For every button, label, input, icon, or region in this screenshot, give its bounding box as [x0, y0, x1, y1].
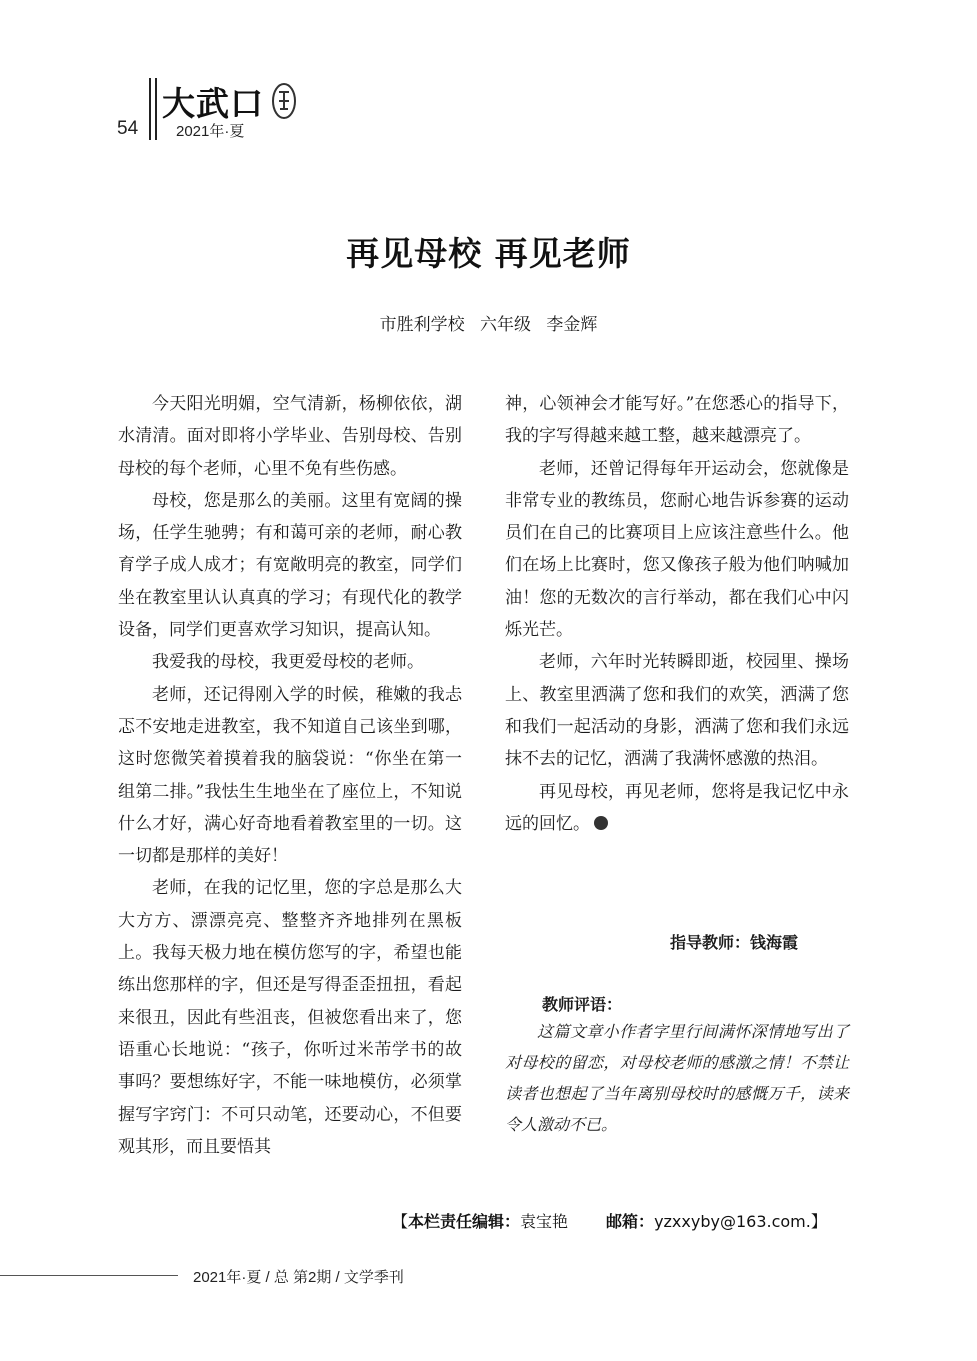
seal-icon [271, 82, 297, 120]
page-number: 54 [117, 118, 139, 139]
open-bracket: 【 [392, 1212, 409, 1231]
paragraph: 母校，您是那么的美丽。这里有宽阔的操场，任学生驰骋；有和蔼可亲的老师，耐心教育学子成人成才；有宽敞明亮的教室，同学们坐在教室里认认真真的学习；有现代化的教学设备，同学们更喜欢学习知识，提高认知。 [118, 490, 462, 641]
paragraph: 老师，在我的记忆里，您的字总是那么大大方方、漂漂亮亮、整整齐齐地排列在黑板上。我每天极力地在模仿您写的字，希望也能练出您那样的字，但还是写得歪歪扭扭，看起来很丑，因此有些沮丧，但被您看出来了，您语重心长地说：“孩子，你听过米芾学书的故事吗？要想练好字，不能一味地模仿，必须掌握写字窍门：不可只动笔，还要动心，不但要观其形，而且要悟其 [118, 878, 462, 1157]
editor-label: 本栏责任编辑： [408, 1212, 521, 1231]
paragraph: 今天阳光明媚，空气清新，杨柳依依，湖水清清。面对即将小学毕业、告别母校、告别母校的每个老师，心里不免有些伤感。 [118, 394, 462, 479]
paragraph: 老师，还曾记得每年开运动会，您就像是非常专业的教练员，您耐心地告诉参赛的运动员们在自己的比赛项目上应该注意些什么。他们在场上比赛时，您又像孩子般为他们呐喊加油！您的无数次的言行举动，都在我们心中闪烁光芒。 [505, 458, 849, 641]
header-divider [149, 78, 159, 140]
editor-note [392, 1209, 827, 1232]
left-column [118, 388, 462, 1163]
footer-text: 2021年·夏 / 总 第2期 / 文学季刊 [193, 1269, 404, 1286]
email-address: yzxxyby@163.com. [654, 1212, 811, 1231]
paragraph-text: 再见母校，再见老师，您将是我记忆中永远的回忆。 [505, 781, 849, 834]
paragraph-continued: 神，心领神会才能写好。”在您悉心的指导下，我的字写得越来越工整，越来越漂亮了。 [505, 394, 849, 447]
comment-heading: 教师评语： [542, 995, 623, 1014]
editor-name: 袁宝艳 [520, 1212, 569, 1231]
masthead-title: 大武口 [162, 84, 264, 123]
paragraph: 老师，还记得刚入学的时候，稚嫩的我忐忑不安地走进教室，我不知道自己该坐到哪，这时您微笑着摸着我的脑袋说：“你坐在第一组第二排。”我怯生生地坐在了座位上，不知说什么才好，满心好奇地看着教室里的一切。这一切都是那样的美好！ [118, 684, 462, 867]
article-title: 再见母校 再见老师 [346, 234, 631, 273]
paragraph: 老师，六年时光转瞬即逝，校园里、操场上、教室里洒满了您和我们的欢笑，洒满了您和我们一起活动的身影，洒满了您和我们永远抹不去的记忆，洒满了我满怀感激的热泪。 [505, 652, 849, 770]
end-mark-icon [594, 816, 608, 830]
paragraph: 我爱我的母校，我更爱母校的老师。 [152, 652, 424, 673]
article-byline: 市胜利学校 六年级 李金辉 [379, 315, 598, 335]
paragraph-final [505, 776, 849, 841]
issue-date: 2021年·夏 [176, 123, 245, 140]
teacher-comment: 这篇文章小作者字里行间满怀深情地写出了对母校的留恋，对母校老师的感激之情！不禁让读者也想起了当年离别母校时的感慨万千，读来令人激动不已。 [505, 1022, 849, 1134]
email-label: 邮箱： [606, 1212, 655, 1231]
footer-rule [0, 1275, 178, 1276]
close-bracket: 】 [810, 1212, 827, 1231]
instructor-credit: 指导教师：钱海霞 [670, 933, 799, 952]
right-column [505, 388, 849, 840]
